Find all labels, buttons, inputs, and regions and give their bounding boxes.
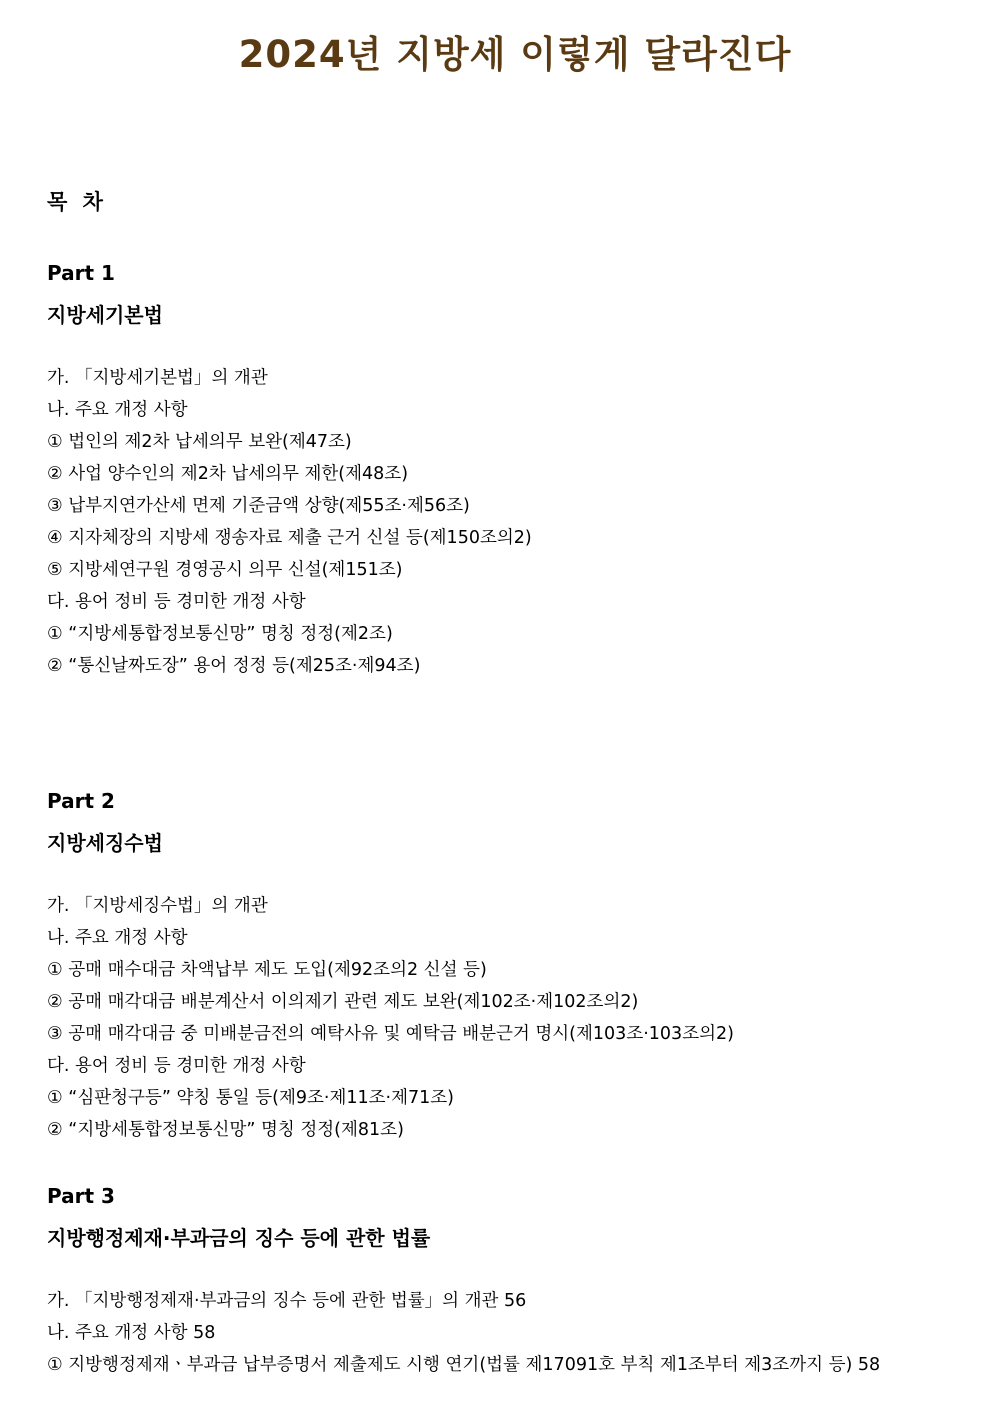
part-1-label: Part 1 bbox=[47, 261, 115, 285]
toc-item: 다. 용어 정비 등 경미한 개정 사항 bbox=[47, 592, 306, 612]
toc-item: ① 공매 매수대금 차액납부 제도 도입(제92조의2 신설 등) bbox=[47, 960, 487, 980]
toc-item: ① 법인의 제2차 납세의무 보완(제47조) bbox=[47, 432, 352, 452]
page-title: 2024년 지방세 이렇게 달라진다 bbox=[238, 33, 792, 76]
toc-item: ④ 지자체장의 지방세 쟁송자료 제출 근거 신설 등(제150조의2) bbox=[47, 528, 532, 548]
toc-item: ③ 공매 매각대금 중 미배분금전의 예탁사유 및 예탁금 배분근거 명시(제103조·103조의2) bbox=[47, 1024, 734, 1044]
part-2-title: 지방세징수법 bbox=[47, 831, 163, 855]
part-2-label: Part 2 bbox=[47, 789, 115, 813]
toc-item: 나. 주요 개정 사항 bbox=[47, 400, 188, 420]
toc-item: ① “지방세통합정보통신망” 명칭 정정(제2조) bbox=[47, 624, 393, 644]
toc-item: ③ 납부지연가산세 면제 기준금액 상향(제55조·제56조) bbox=[47, 496, 470, 516]
toc-item: 가. 「지방세징수법」의 개관 bbox=[47, 896, 268, 916]
toc-item: 다. 용어 정비 등 경미한 개정 사항 bbox=[47, 1056, 306, 1076]
part-3-title: 지방행정제재·부과금의 징수 등에 관한 법률 bbox=[47, 1226, 431, 1250]
toc-item: 나. 주요 개정 사항 58 bbox=[47, 1323, 216, 1343]
part-3-label: Part 3 bbox=[47, 1184, 115, 1208]
toc-item: ② 공매 매각대금 배분계산서 이의제기 관련 제도 보완(제102조·제102조의2) bbox=[47, 992, 639, 1012]
toc-item: ② “지방세통합정보통신망” 명칭 정정(제81조) bbox=[47, 1120, 404, 1140]
toc-item: ① 지방행정제재ㆍ부과금 납부증명서 제출제도 시행 연기(법률 제17091호 부칙 제1조부터 제3조까지 등) 58 bbox=[47, 1355, 881, 1375]
toc-item: ⑤ 지방세연구원 경영공시 의무 신설(제151조) bbox=[47, 560, 403, 580]
part-2-toc-list bbox=[47, 890, 734, 1146]
toc-item: 가. 「지방행정제재·부과금의 징수 등에 관한 법률」의 개관 56 bbox=[47, 1291, 527, 1311]
toc-item: 나. 주요 개정 사항 bbox=[47, 928, 188, 948]
part-1-title: 지방세기본법 bbox=[47, 303, 163, 327]
toc-item: ② “통신날짜도장” 용어 정정 등(제25조·제94조) bbox=[47, 656, 421, 676]
toc-item: ② 사업 양수인의 제2차 납세의무 제한(제48조) bbox=[47, 464, 409, 484]
toc-heading: 목 차 bbox=[47, 190, 107, 214]
part-1-toc-list bbox=[47, 362, 532, 682]
toc-item: ① “심판청구등” 약칭 통일 등(제9조·제11조·제71조) bbox=[47, 1088, 455, 1108]
toc-item: 가. 「지방세기본법」의 개관 bbox=[47, 368, 268, 388]
part-3-toc-list bbox=[47, 1285, 880, 1381]
